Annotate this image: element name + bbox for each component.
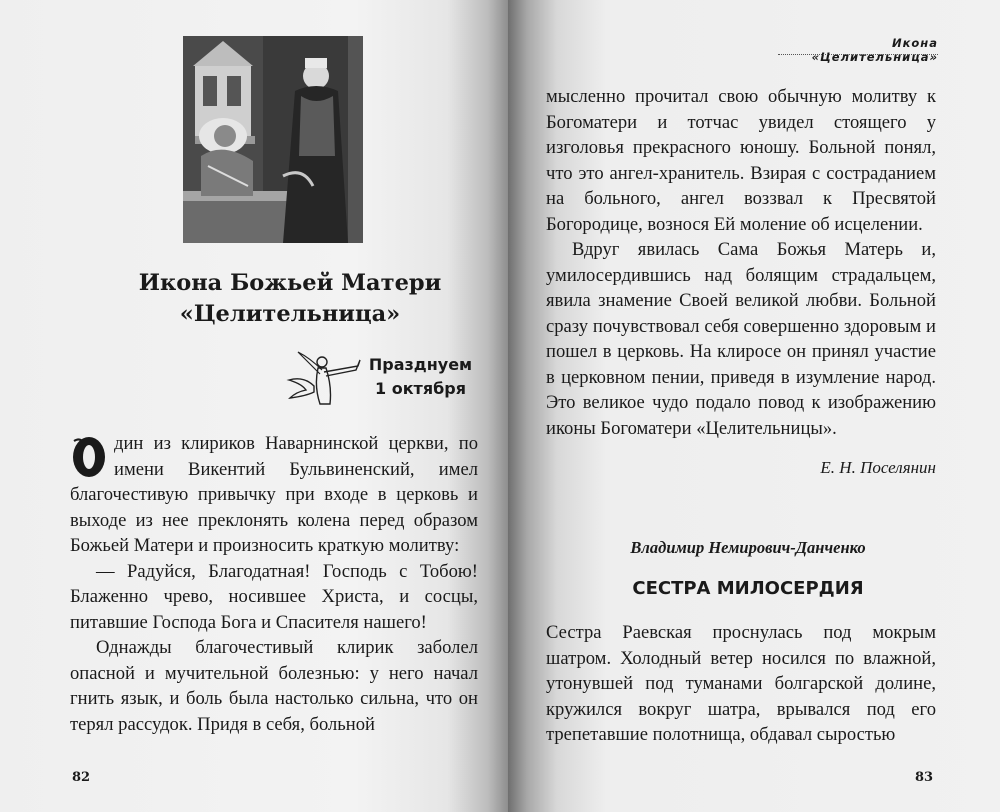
- feast-label: Празднуем: [368, 355, 473, 374]
- prayer-text: — Радуйся, Благодатная! Господь с Тобою! Блаженно чрево, носившее Христа, и сосцы, питавшие Господа Бога и Спасителя нашего!: [70, 560, 478, 633]
- right-body-text: [546, 84, 936, 441]
- title-line-1: Икона Божьей Матери: [138, 270, 442, 296]
- paragraph-3: Однажды благочестивый клирик заболел опасной и мучительной болезнью: у него начал гнить язык, и боль была настолько сильна, что он терял рассудок. Придя в себя, больной: [70, 637, 478, 735]
- icon-title: [100, 268, 480, 330]
- page-number-left: 82: [72, 770, 91, 785]
- feast-date: [358, 353, 483, 401]
- story-title: СЕСТРА МИЛОСЕРДИЯ: [632, 578, 864, 599]
- running-head: Икона «Целительница»: [811, 36, 938, 64]
- right-paragraph-2: Вдруг явилась Сама Божья Матерь и, умилосердившись над болящим страдальцем, явила знамение Своей великой любви. Больной сразу почувствовал себя совершенно здоровым и пошел в церковь. На клиросе он принял участие в церковном пении, приведя в изумление народ. Это великое чудо подало повод к изображению иконы Богоматери «Целительницы».: [546, 239, 936, 439]
- paragraph-1: [70, 431, 478, 559]
- signature: Е. Н. Поселянин: [820, 458, 936, 477]
- ornamental-initial-icon: [70, 435, 108, 479]
- story-paragraph: Сестра Раевская проснулась под мокрым шатром. Холодный ветер носился по влажной, утонувшей под туманами болгарской долине, кружился вокруг шатра, врывался под его трепетавшие полотнища, обдавал сыростью: [546, 622, 936, 745]
- story-body-text: [546, 620, 936, 748]
- left-body-text: [70, 431, 478, 737]
- page-number-right: 83: [915, 770, 934, 785]
- title-line-2: «Целительница»: [179, 301, 401, 327]
- running-head-rule: [778, 54, 938, 55]
- icon-healer-illustration: [183, 36, 363, 243]
- story-author: Владимир Немирович-Данченко: [630, 538, 866, 557]
- paragraph-1-text: дин из клириков Наварнинской церкви, по имени Викентий Бульвиненский, имел благочестивую привычку при входе в церковь и выходе из нее преклонять колена перед образом Божьей Матери и произносить краткую молитву:: [70, 433, 478, 556]
- dropcap-letter: О: [88, 465, 90, 466]
- right-paragraph-1: мысленно прочитал свою обычную молитву к Богоматери и тотчас увидел стоящего у изголовья прекрасного юношу. Больной понял, что это ангел-хранитель. Взирая с состраданием на больного, ангел воззвал к Пресвятой Богородице, вознося Ей моление об исцелении.: [546, 86, 936, 235]
- trumpet-angel-icon: [284, 346, 364, 412]
- feast-day: 1 октября: [375, 379, 466, 398]
